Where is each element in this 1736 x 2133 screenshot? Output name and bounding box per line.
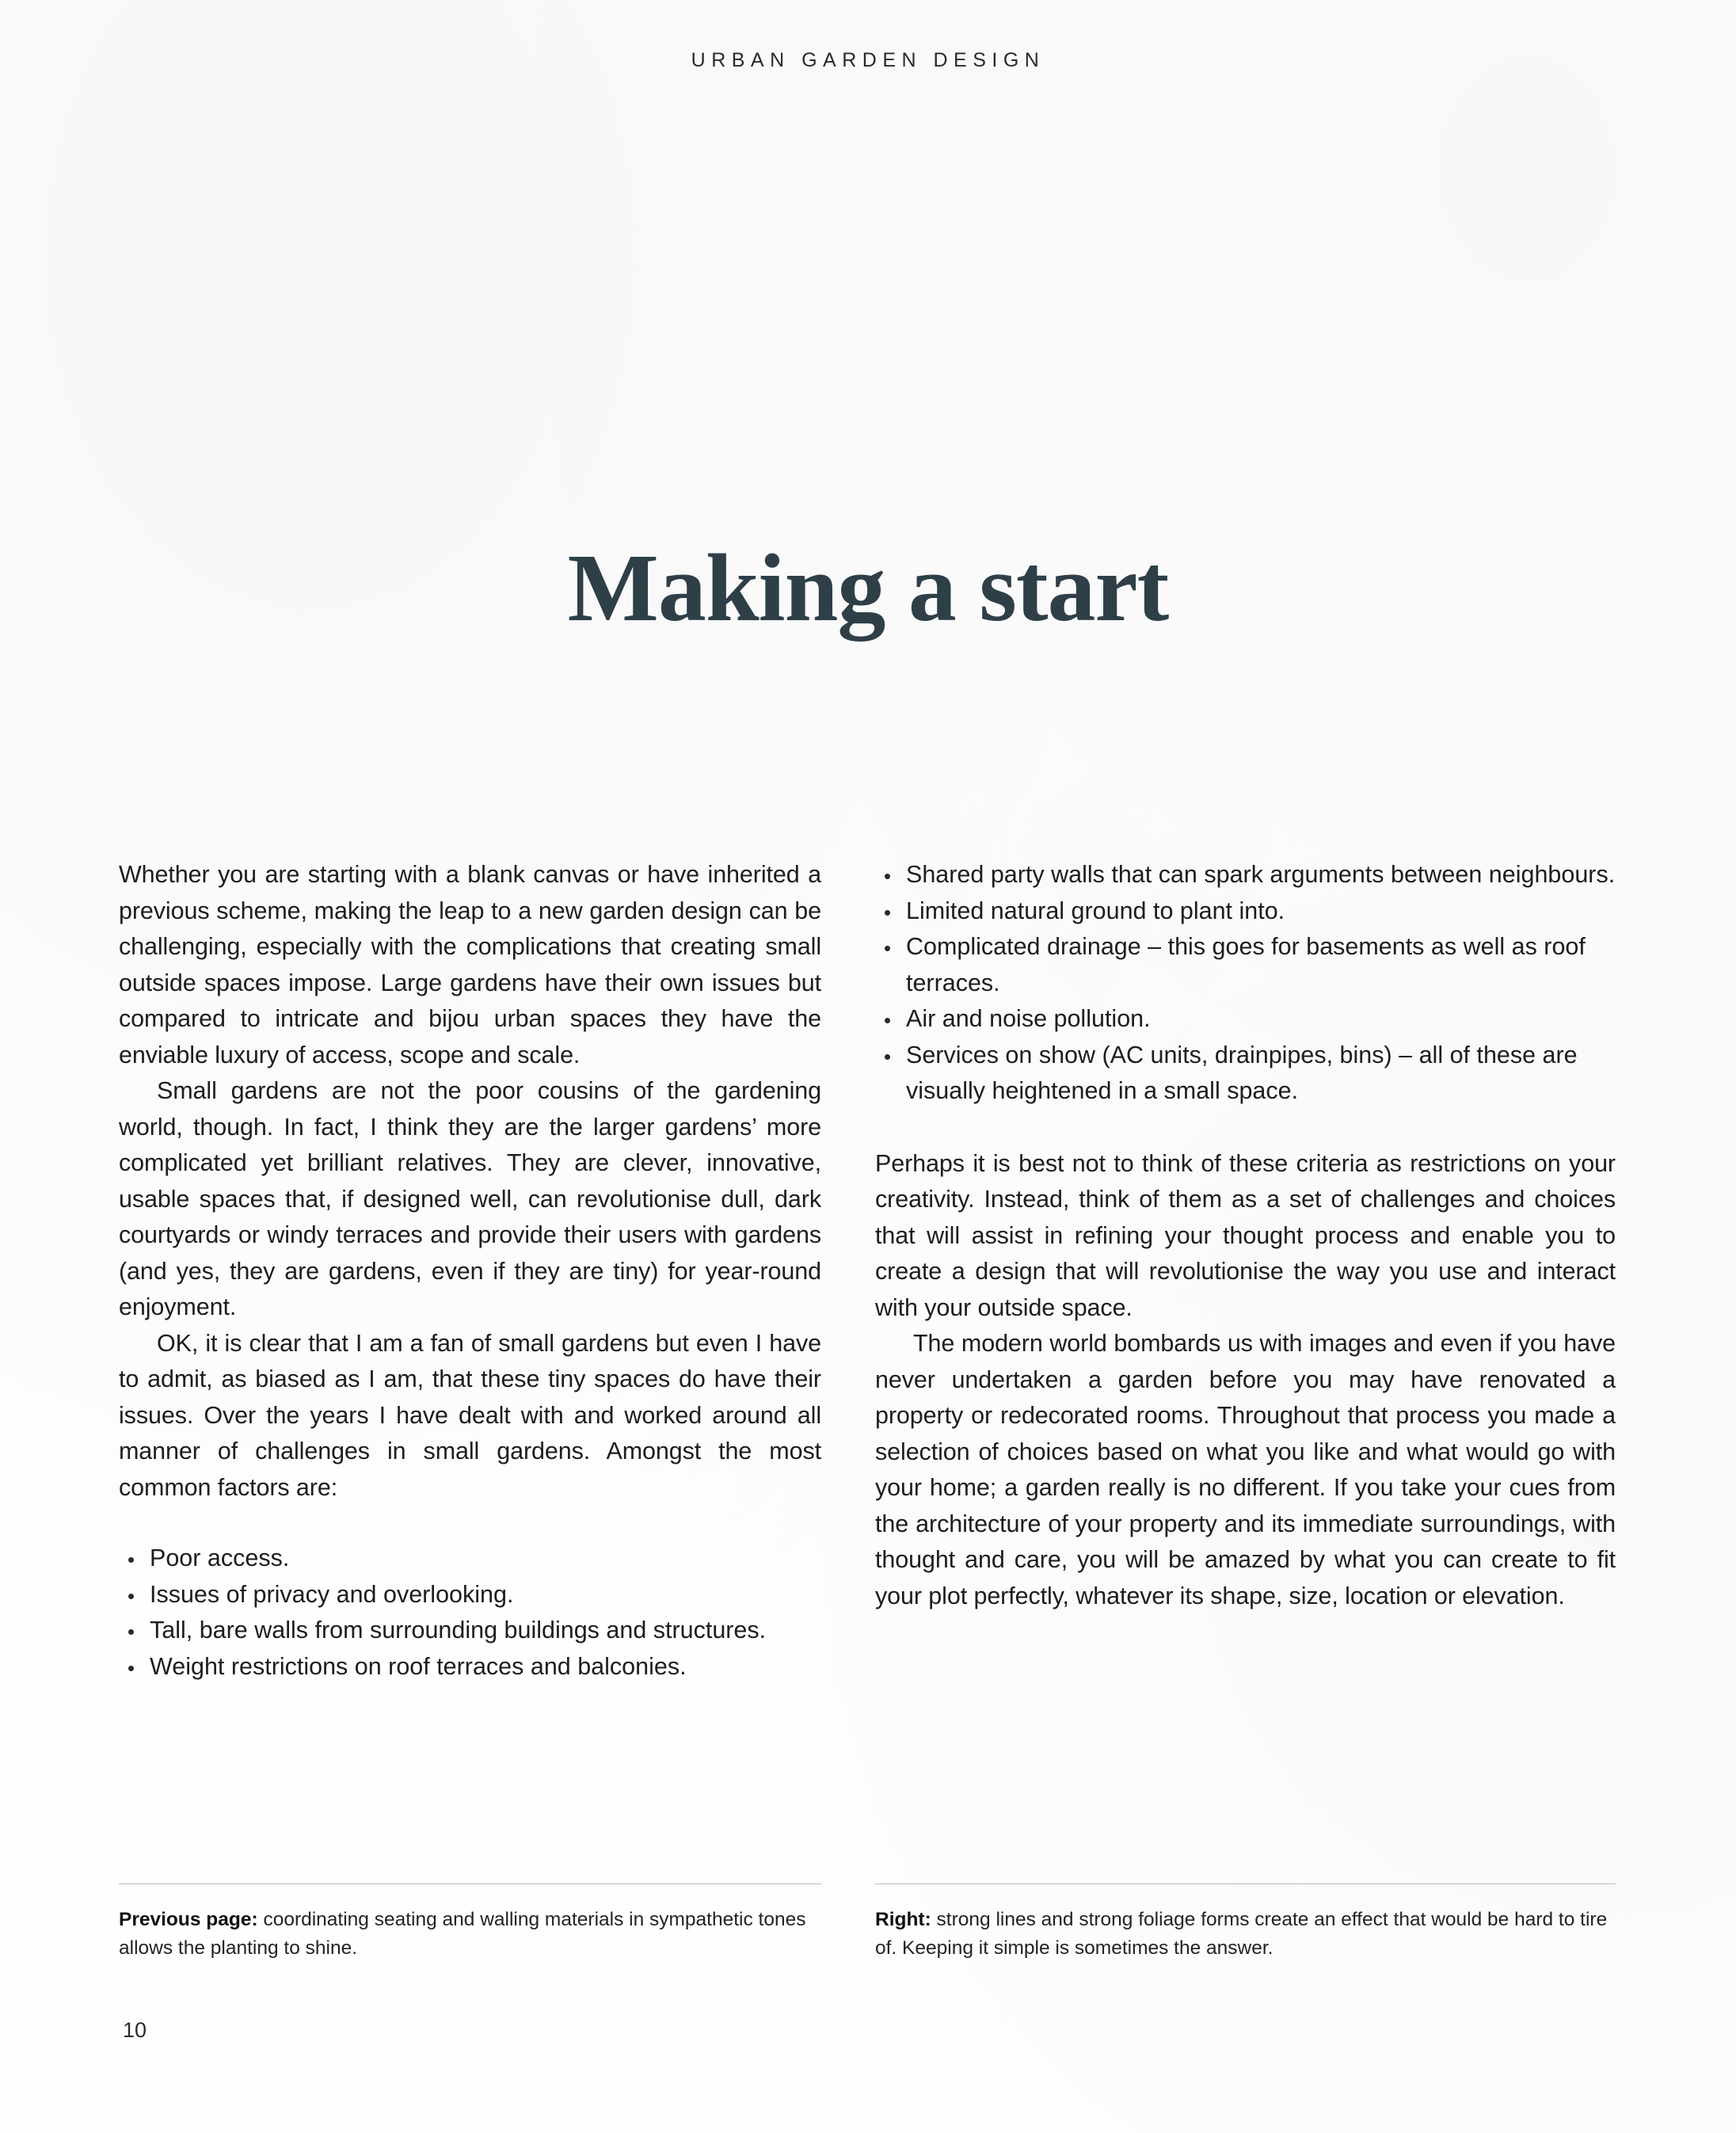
caption-previous-page [119,1884,821,1963]
paragraph: The modern world bombards us with images and even if you have never undertaken a garden before you may have renovated a property or redecorated rooms. Throughout that process you made a selection of choices based on what you like and what would go with your home; a garden really is no different. If you take your cues from the architecture of your property and its immediate surroundings, with thought and care, you will be amazed by what you can create to fit your plot perfectly, whatever its shape, size, location or elevation. [875,1330,1616,1609]
paragraph: OK, it is clear that I am a fan of small gardens but even I have to admit, as biased as I am, that these tiny spaces do have their issues. Over the years I have dealt with and worked around all manner of challenges in small gardens. Amongst the most common factors are: [119,1329,821,1501]
caption-lead: Previous page: [119,1909,258,1930]
caption-lead: Right: [875,1909,931,1930]
list-item: Poor access. [119,1541,821,1577]
caption-row [119,1884,1616,1963]
list-item: Weight restrictions on roof terraces and balconies. [119,1649,821,1685]
body-columns [119,857,1616,1685]
caption-body: strong lines and strong foliage forms create an effect that would be hard to tire of. Keeping it simple is sometimes the answer. [875,1909,1608,1959]
list-item: Services on show (AC units, drainpipes, bins) – all of these are visually heightened in a small space. [875,1038,1616,1110]
caption-body: coordinating seating and walling materials in sympathetic tones allows the planting to shine. [119,1909,806,1959]
page-number: 10 [123,2018,147,2042]
paragraph: Whether you are starting with a blank canvas or have inherited a previous scheme, making the leap to a new garden design can be challenging, especially with the complications that creating small outside spaces impose. Large gardens have their own issues but compared to intricate and bijou urban spaces they have the enviable luxury of access, scope and scale. [119,861,821,1068]
left-column [119,857,821,1685]
list-item: Air and noise pollution. [875,1001,1616,1038]
caption-text [875,1906,1616,1963]
page-title: Making a start [567,534,1169,642]
list-item: Shared party walls that can spark arguments between neighbours. [875,857,1616,893]
challenges-list-left [119,1541,821,1685]
list-item: Limited natural ground to plant into. [875,893,1616,930]
list-item: Issues of privacy and overlooking. [119,1577,821,1613]
running-header: URBAN GARDEN DESIGN [691,49,1045,71]
caption-text [119,1906,821,1963]
list-item: Tall, bare walls from surrounding buildings and structures. [119,1613,821,1649]
paragraph: Perhaps it is best not to think of these criteria as restrictions on your creativity. Instead, think of them as a set of challenges and choices that will assist in refining your thought process and enable you to create a design that will revolutionise the way you use and interact with your outside space. [875,1149,1616,1321]
right-column [875,857,1616,1685]
paragraph: Small gardens are not the poor cousins of the gardening world, though. In fact, I think they are the larger gardens’ more complicated yet brilliant relatives. They are clever, innovative, usable spaces that, if designed well, can revolutionise dull, dark courtyards or windy terraces and provide their users with gardens (and yes, they are gardens, even if they are tiny) for year-round enjoyment. [119,1077,821,1320]
caption-right-image [875,1884,1616,1963]
challenges-list-right [875,857,1616,1110]
list-item: Complicated drainage – this goes for basements as well as roof terraces. [875,929,1616,1001]
spacer [875,1110,1616,1146]
